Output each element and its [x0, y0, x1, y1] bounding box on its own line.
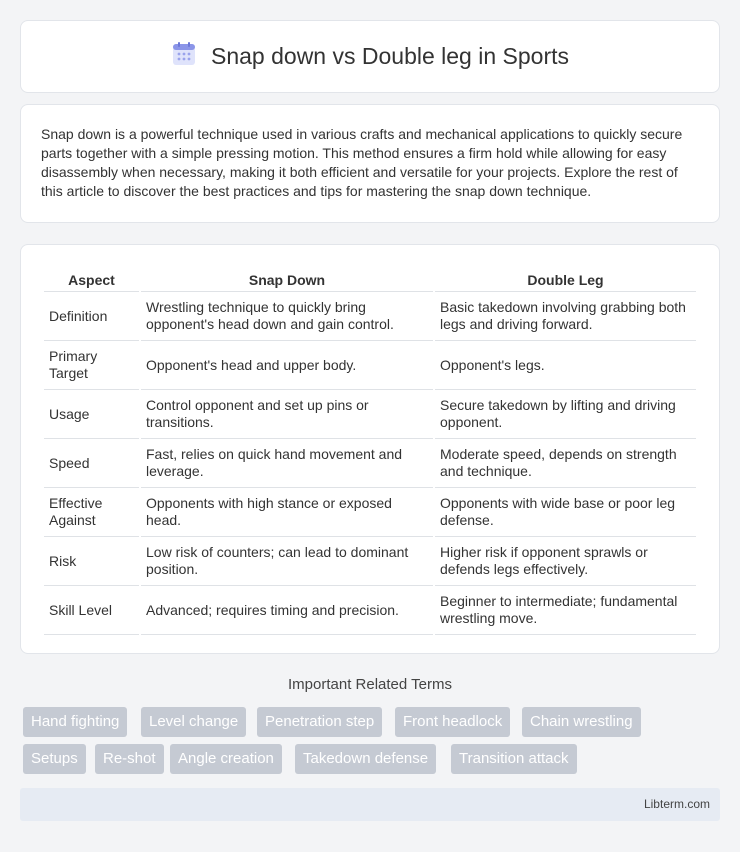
- aspect-cell: Speed: [44, 439, 139, 488]
- page-title: Snap down vs Double leg in Sports: [211, 43, 569, 69]
- table-row: [44, 292, 696, 341]
- aspect-cell: Usage: [44, 390, 139, 439]
- calendar-icon: [171, 41, 197, 72]
- comparison-card: [20, 244, 720, 654]
- related-term-tag[interactable]: Angle creation: [170, 744, 282, 774]
- header-card: [20, 20, 720, 93]
- comparison-table: [42, 265, 698, 635]
- related-term-tag[interactable]: Level change: [141, 707, 246, 737]
- double-leg-cell: Beginner to intermediate; fundamental wrestling move.: [435, 586, 696, 635]
- related-term-tag[interactable]: Setups: [23, 744, 86, 774]
- aspect-cell: Definition: [44, 292, 139, 341]
- double-leg-cell: Moderate speed, depends on strength and technique.: [435, 439, 696, 488]
- snap-down-cell: Opponents with high stance or exposed head.: [141, 488, 433, 537]
- snap-down-cell: Control opponent and set up pins or transitions.: [141, 390, 433, 439]
- snap-down-cell: Fast, relies on quick hand movement and leverage.: [141, 439, 433, 488]
- snap-down-cell: Opponent's head and upper body.: [141, 341, 433, 390]
- snap-down-cell: Advanced; requires timing and precision.: [141, 586, 433, 635]
- footer: [20, 788, 720, 821]
- double-leg-cell: Opponents with wide base or poor leg defense.: [435, 488, 696, 537]
- related-term-tag[interactable]: Front headlock: [395, 707, 510, 737]
- table-row: [44, 488, 696, 537]
- table-row: [44, 341, 696, 390]
- aspect-cell: Primary Target: [44, 341, 139, 390]
- related-term-tag[interactable]: Transition attack: [451, 744, 577, 774]
- table-row: [44, 390, 696, 439]
- related-term-tag[interactable]: Takedown defense: [295, 744, 436, 774]
- table-row: [44, 586, 696, 635]
- aspect-cell: Effective Against: [44, 488, 139, 537]
- snap-down-cell: Low risk of counters; can lead to dominant position.: [141, 537, 433, 586]
- column-header-aspect: Aspect: [44, 265, 139, 292]
- related-term-tag[interactable]: Hand fighting: [23, 707, 127, 737]
- related-term-tag[interactable]: Re-shot: [95, 744, 164, 774]
- table-row: [44, 439, 696, 488]
- related-term-tag[interactable]: Penetration step: [257, 707, 382, 737]
- related-terms-title: Important Related Terms: [288, 676, 452, 693]
- double-leg-cell: Secure takedown by lifting and driving opponent.: [435, 390, 696, 439]
- column-header-double-leg: Double Leg: [435, 265, 696, 292]
- intro-text: Snap down is a powerful technique used in various crafts and mechanical applications to quickly secure parts together with a simple pressing motion. This method ensures a firm hold while allowing for easy disassembly when necessary, making it both efficient and versatile for your projects. Explore the rest of this article to discover the best practices and tips for mastering the snap down technique.: [41, 126, 683, 199]
- footer-site-link[interactable]: Libterm.com: [643, 797, 710, 811]
- related-term-tag[interactable]: Chain wrestling: [522, 707, 641, 737]
- aspect-cell: Skill Level: [44, 586, 139, 635]
- double-leg-cell: Higher risk if opponent sprawls or defends legs effectively.: [435, 537, 696, 586]
- intro-card: [20, 104, 720, 223]
- double-leg-cell: Opponent's legs.: [435, 341, 696, 390]
- aspect-cell: Risk: [44, 537, 139, 586]
- table-header-row: [44, 265, 696, 292]
- snap-down-cell: Wrestling technique to quickly bring opponent's head down and gain control.: [141, 292, 433, 341]
- table-row: [44, 537, 696, 586]
- column-header-snap-down: Snap Down: [141, 265, 433, 292]
- double-leg-cell: Basic takedown involving grabbing both legs and driving forward.: [435, 292, 696, 341]
